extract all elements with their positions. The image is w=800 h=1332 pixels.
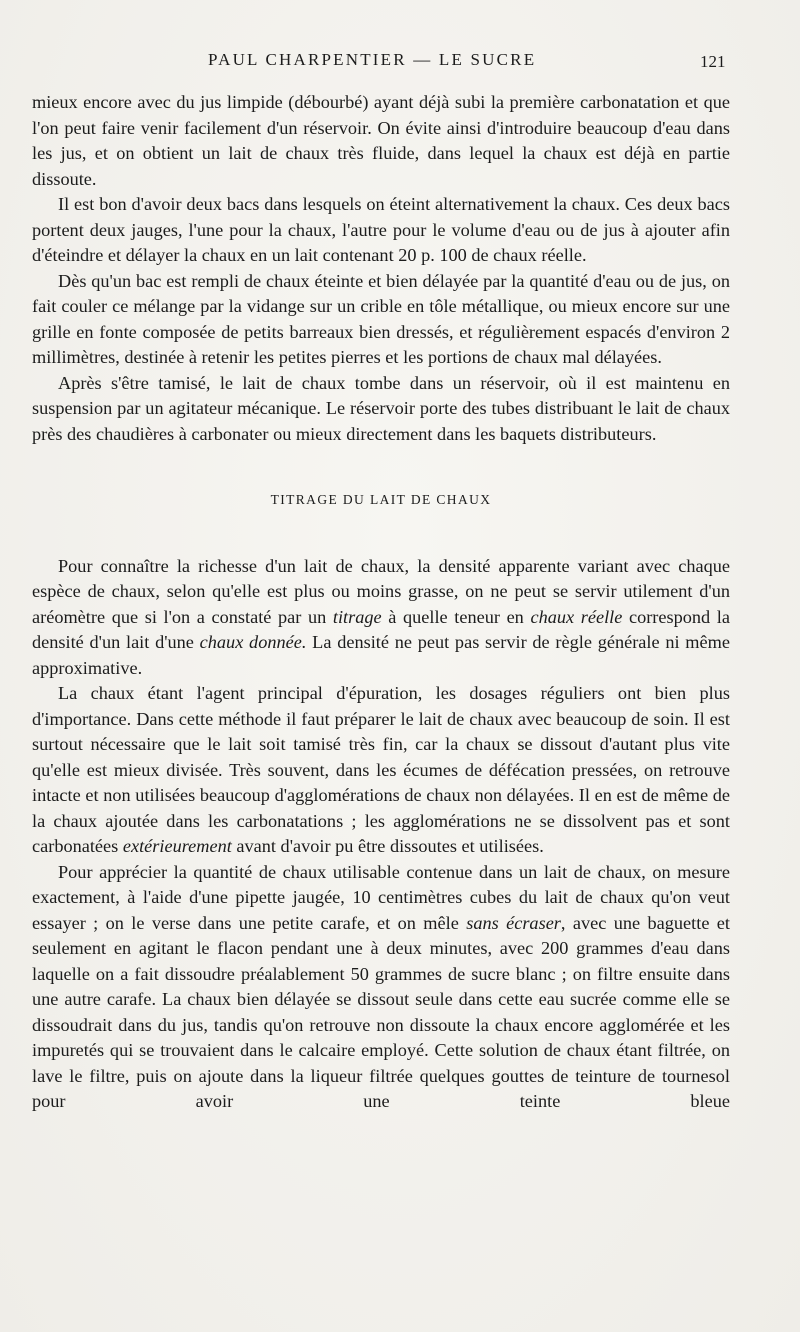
para5-italic-3: chaux donnée. xyxy=(199,632,307,652)
para7-italic-1: sans écraser xyxy=(466,912,561,933)
section-title: TITRAGE DU LAIT DE CHAUX xyxy=(270,492,492,507)
paragraph-6 xyxy=(32,681,730,860)
page-number: 121 xyxy=(700,52,726,71)
paragraph-3: Dès qu'un bac est rempli de chaux éteinte et bien délayée par la quantité d'eau ou de jus, on fait couler ce mélange par la vidange sur un crible en tôle métallique, ou mieux encore sur une grille en fonte composée de petits barreaux bien dressés, et régulièrement espacés d'environ 2 millimètres, destinée à retenir les petites pierres et les portions de chaux mal délayées. xyxy=(32,270,730,367)
running-title: PAUL CHARPENTIER — LE SUCRE xyxy=(208,50,537,69)
paragraph-2: Il est bon d'avoir deux bacs dans lesquels on éteint alternativement la chaux. Ces deux bacs portent deux jauges, l'une pour la chaux, l'autre pour le volume d'eau ou de jus à ajouter afin d'éteindre et délayer la chaux en un lait contenant 20 p. 100 de chaux réelle. xyxy=(32,194,730,265)
paragraph-5 xyxy=(32,554,730,682)
paragraph-4: Après s'être tamisé, le lait de chaux tombe dans un réservoir, où il est maintenu en suspension par un agitateur mécanique. Le réservoir porte des tubes distribuant le lait de chaux près des chaudières à carbonater ou mieux directement dans les baquets distributeurs. xyxy=(32,372,730,444)
paragraph-7 xyxy=(32,860,730,1115)
para5-italic-2: chaux réelle xyxy=(530,606,623,627)
para5-text-3: correspond la densité d'un lait d'une xyxy=(32,606,730,652)
para5-italic-1: titrage xyxy=(332,606,382,627)
para6-text-1: La chaux étant l'agent principal d'épuration, les dosages réguliers ont bien plus d'importance. Dans cette méthode il faut préparer le lait de chaux avec beaucoup de soin. Il est surtout nécessaire que le lait soit tamisé très fin, car la chaux se dissout d'autant plus vite qu'elle est mieux divisée. Très souvent, dans les écumes de défécation pressées, on retrouve intacte et non utilisées beaucoup d'agglomérations de chaux non délayées. Il en est de même de la chaux ajoutée dans les carbonatations ; les agglomérations ne se dissolvent pas et sont carbonatées xyxy=(32,683,730,856)
para5-text-1: Pour connaître la richesse d'un lait de chaux, la densité apparente variant avec chaque espèce de chaux, selon qu'elle est plus ou moins grasse, on ne peut se servir utilement d'un aréomètre que si l'on a constaté par un xyxy=(32,555,730,627)
para6-text-2: avant d'avoir pu être dissoutes et utilisées. xyxy=(231,836,544,856)
body-text xyxy=(32,90,730,1115)
running-head xyxy=(0,50,800,76)
paragraph-1: mieux encore avec du jus limpide (débourbé) ayant déjà subi la première carbonatation et que l'on peut faire venir facilement d'un réservoir. On évite ainsi d'introduire beaucoup d'eau dans les jus, et on obtient un lait de chaux très fluide, dans lequel la chaux est déjà en partie dissoute. xyxy=(32,92,730,189)
para7-text-2: , avec une baguette et seulement en agitant le flacon pendant une à deux minutes, avec 200 grammes d'eau dans laquelle on a fait dissoudre préalablement 50 grammes de sucre blanc ; on filtre ensuite dans une autre carafe. La chaux bien délayée se dissout seule dans cette eau sucrée comme elle se dissoudrait dans du jus, tandis qu'on retrouve non dissoute la chaux encore agglomérée et les impuretés qui se trouvaient dans le calcaire employé. Cette solution de chaux étant filtrée, on lave le filtre, puis on ajoute dans la liqueur filtrée quelques gouttes de teinture de tournesol pour avoir une teinte bleue xyxy=(32,912,731,1111)
para5-text-4: La densité ne peut pas servir de règle générale ni même approximative. xyxy=(32,632,730,678)
para5-text-2: à quelle teneur en xyxy=(381,606,531,627)
para6-italic-1: extérieurement xyxy=(122,836,232,856)
para7-text-1: Pour apprécier la quantité de chaux utilisable contenue dans un lait de chaux, on mesure exactement, à l'aide d'une pipette jaugée, 10 centimètres cubes du lait de chaux qu'on veut essayer ; on le verse dans une petite carafe, et on mêle xyxy=(32,861,730,933)
